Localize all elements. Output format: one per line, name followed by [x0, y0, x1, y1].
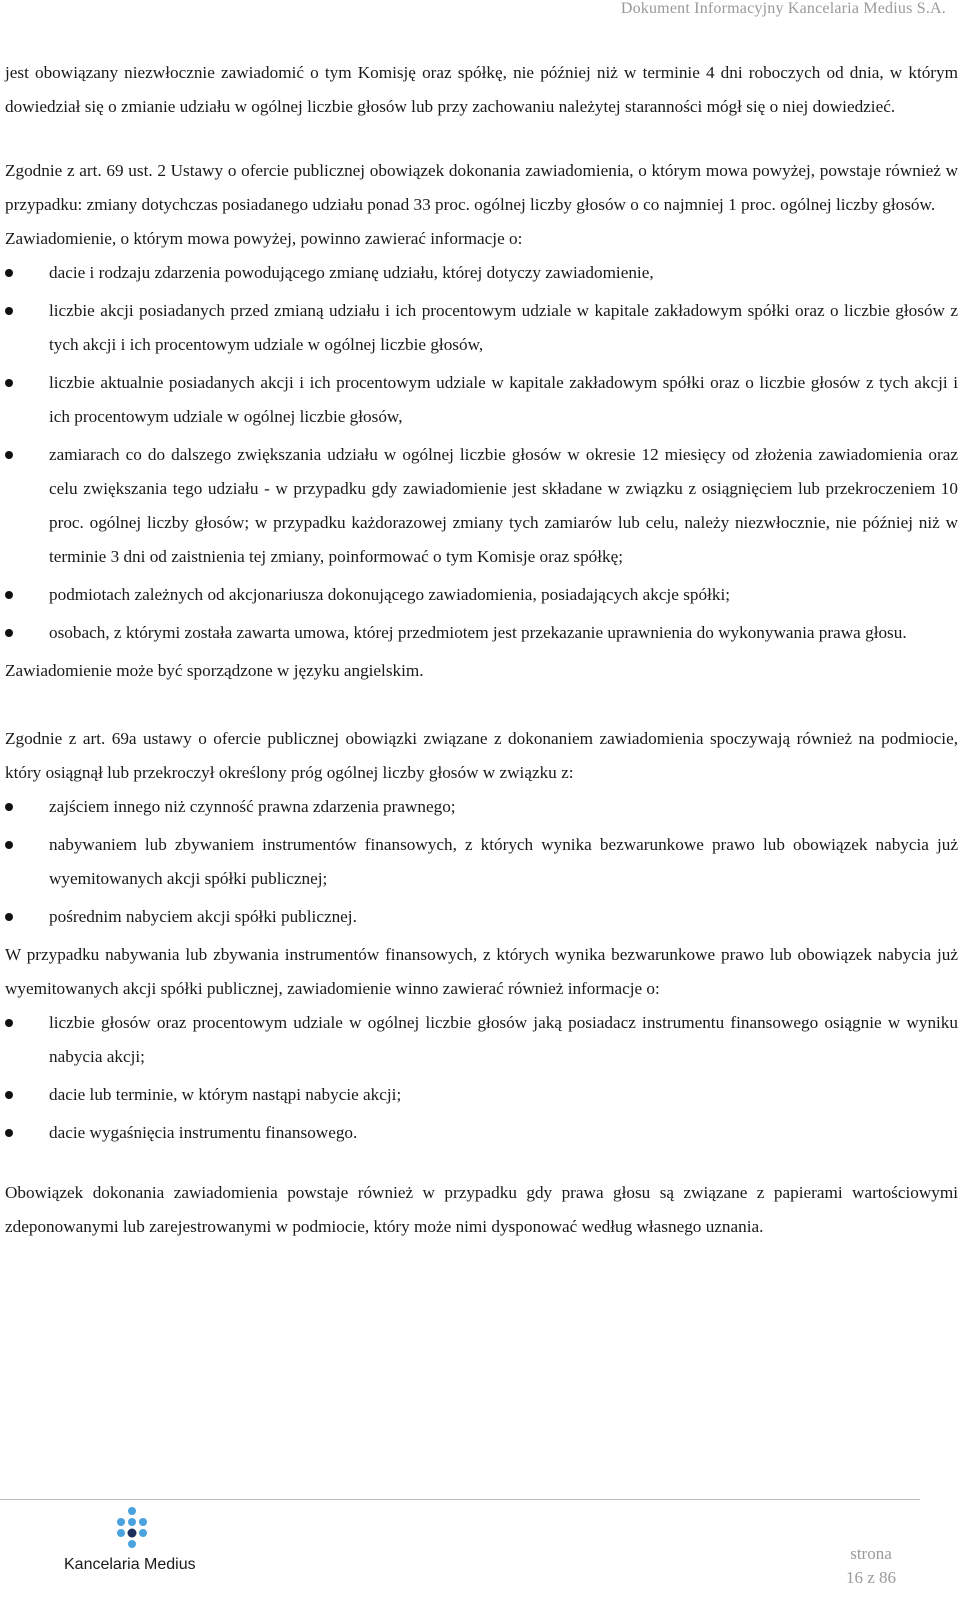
bullet-icon	[5, 913, 13, 921]
art69-paragraph: Zgodnie z art. 69 ust. 2 Ustawy o ofercie publicznej obowiązek dokonania zawiadomienia, o którym mowa powyżej, powstaje również w przypadku: zmiany dotychczas posiadanego udziału ponad 33 proc. ogólnej liczby głosów o co najmniej 1 proc. ogólnej liczby głosów.	[5, 161, 958, 214]
bullet-icon	[5, 629, 13, 637]
final-paragraph: Obowiązek dokonania zawiadomienia powstaje również w przypadku gdy prawa głosu są związane z papierami wartościowymi zdeponowanymi lub zarejestrowanymi w podmiocie, który może nimi dysponować według własnego uznania.	[5, 1183, 958, 1236]
logo-mark-icon	[102, 1506, 162, 1552]
bullet-icon	[5, 1091, 13, 1099]
list-item: podmiotach zależnych od akcjonariusza dokonującego zawiadomienia, posiadających akcje spółki;	[5, 578, 958, 612]
art69a-paragraph: Zgodnie z art. 69a ustawy o ofercie publicznej obowiązki związane z dokonaniem zawiadomienia spoczywają również na podmiocie, który osiągnął lub przekroczył określony próg ogólnej liczby głosów w związku z:	[5, 729, 958, 782]
list-item: liczbie akcji posiadanych przed zmianą udziału i ich procentowym udziale w kapitale zakładowym spółki oraz o liczbie głosów z tych akcji i ich procentowym udziale w ogólnej liczbie głosów,	[5, 294, 958, 362]
list-item: dacie i rodzaju zdarzenia powodującego zmianę udziału, której dotyczy zawiadomienie,	[5, 256, 958, 290]
page-count: 16 z 86	[845, 1568, 896, 1587]
logo-text: Kancelaria Medius	[64, 1556, 196, 1573]
footer-divider	[0, 1499, 920, 1500]
list-item: dacie wygaśnięcia instrumentu finansowego.	[5, 1116, 958, 1150]
bullet-icon	[5, 379, 13, 387]
list-item: pośrednim nabyciem akcji spółki publicznej.	[5, 900, 958, 934]
instruments-info-list	[5, 1006, 958, 1150]
list-item: liczbie głosów oraz procentowym udziale w ogólnej liczbie głosów jaką posiadacz instrumentu finansowego osiągnie w wyniku nabycia akcji;	[5, 1006, 958, 1074]
bullet-icon	[5, 451, 13, 459]
bullet-icon	[5, 307, 13, 315]
bullet-icon	[5, 591, 13, 599]
list-item: zamiarach co do dalszego zwiększania udziału w ogólnej liczbie głosów w okresie 12 miesięcy od złożenia zawiadomienia oraz celu zwiększania tego udziału - w przypadku gdy zawiadomienie jest składane w związku z osiągnięciem lub przekroczeniem 10 proc. ogólnej liczby głosów; w przypadku każdorazowej zmiany tych zamiarów lub celu, należy niezwłocznie, nie później niż w terminie 3 dni od zaistnienia tej zmiany, poinformować o tym Komisje oraz spółkę;	[5, 438, 958, 574]
document-header-title: Dokument Informacyjny Kancelaria Medius S.A.	[620, 0, 946, 17]
list-item: liczbie aktualnie posiadanych akcji i ich procentowym udziale w kapitale zakładowym spółki oraz o liczbie głosów z tych akcji i ich procentowym udziale w ogólnej liczbie głosów,	[5, 366, 958, 434]
list-item: dacie lub terminie, w którym nastąpi nabycie akcji;	[5, 1078, 958, 1112]
page-number	[846, 1542, 896, 1590]
language-note: Zawiadomienie może być sporządzone w języku angielskim.	[5, 661, 424, 680]
list-item: nabywaniem lub zbywaniem instrumentów finansowych, z których wynika bezwarunkowe prawo lub obowiązek nabycia już wyemitowanych akcji spółki publicznej;	[5, 828, 958, 896]
bullet-icon	[5, 269, 13, 277]
bullet-icon	[5, 1129, 13, 1137]
notification-content-intro: Zawiadomienie, o którym mowa powyżej, powinno zawierać informacje o:	[5, 229, 523, 248]
document-body	[5, 56, 958, 1244]
obligation-trigger-list	[5, 790, 958, 934]
intro-paragraph: jest obowiązany niezwłocznie zawiadomić o tym Komisję oraz spółkę, nie później niż w terminie 4 dni roboczych od dnia, w którym dowiedział się o zmianie udziału w ogólnej liczbie głosów lub przy zachowaniu należytej staranności mógł się o niej dowiedzieć.	[5, 63, 958, 116]
list-item: osobach, z którymi została zawarta umowa, której przedmiotem jest przekazanie uprawnienia do wykonywania prawa głosu.	[5, 616, 958, 650]
bullet-icon	[5, 841, 13, 849]
list-item: zajściem innego niż czynność prawna zdarzenia prawnego;	[5, 790, 958, 824]
instruments-paragraph: W przypadku nabywania lub zbywania instrumentów finansowych, z których wynika bezwarunkowe prawo lub obowiązek nabycia już wyemitowanych akcji spółki publicznej, zawiadomienie winno zawierać również informacje o:	[5, 945, 958, 998]
page-label: strona	[850, 1544, 892, 1563]
bullet-icon	[5, 1019, 13, 1027]
company-logo	[60, 1506, 220, 1578]
bullet-icon	[5, 803, 13, 811]
notification-content-list	[5, 256, 958, 650]
